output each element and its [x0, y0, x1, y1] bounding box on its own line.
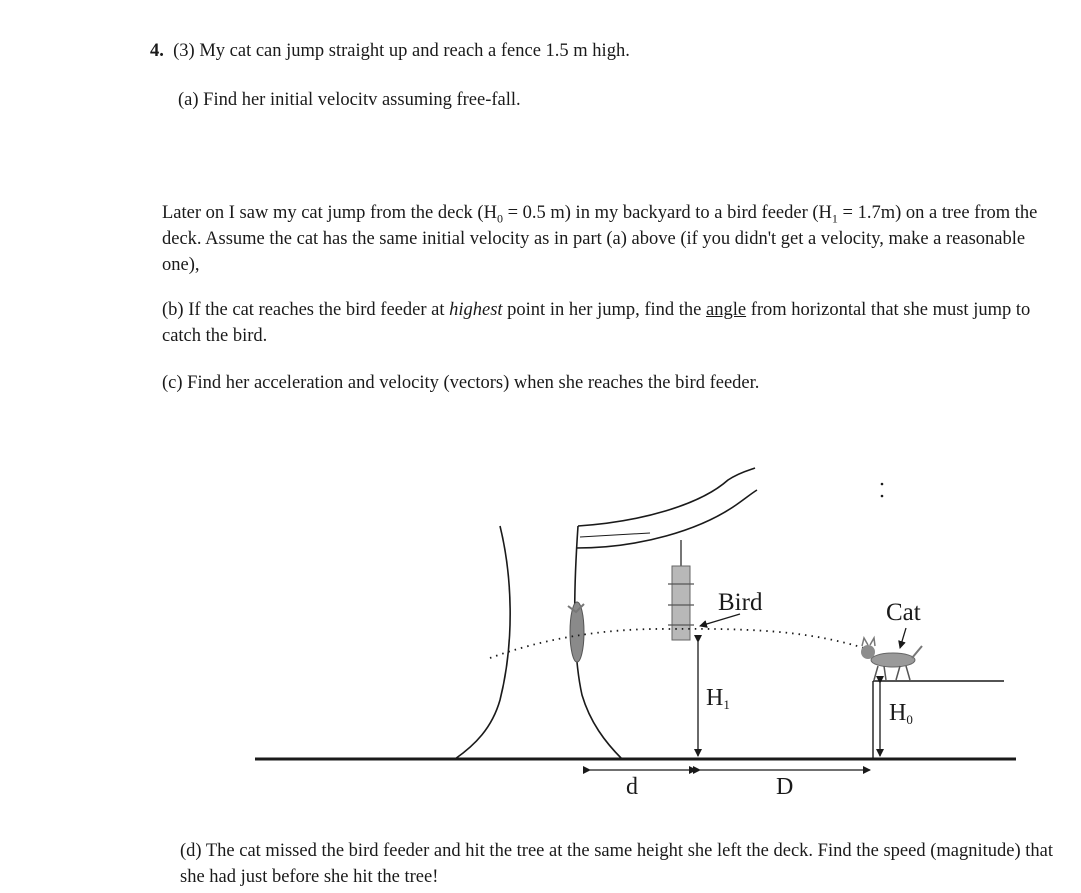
h1-subscript: 1	[831, 211, 838, 226]
part-d-text: (d) The cat missed the bird feeder and hit the tree at the same height she left the deck. Find the speed (magnitude) that she had just before she hit the tree!	[180, 841, 1053, 887]
part-b-text: (b) If the cat reaches the bird feeder at highest point in her jump, find the angle from horizontal that she must jump to catch the bird.	[162, 300, 1031, 346]
angle-underlined: angle	[706, 300, 747, 320]
question-number: 4.	[150, 41, 164, 61]
h1-label: H1	[706, 685, 730, 712]
bird-feeder	[672, 566, 690, 640]
intro-paragraph: Later on I saw my cat jump from the deck ($H_0 = 0.5$ m) in my backyard to a bird feeder $(H_1 = 1.7m)$ on a tree from the deck. Assume the cat has the same initial velocity as in part (a) above (if you didn't get a velocity, make a reasonable one),	[162, 203, 1038, 275]
branch-bottom	[576, 490, 757, 548]
branch-inner	[580, 533, 650, 537]
d-label: d	[626, 774, 638, 800]
D-label: D	[776, 774, 794, 800]
tree-trunk-left	[455, 526, 510, 759]
question-stem: My cat can jump straight up and reach a fence 1.5 m high.	[199, 41, 630, 61]
part-a-text: (a) Find her initial velocitv assuming free-fall.	[178, 90, 521, 110]
cat-label: Cat	[886, 599, 921, 626]
h0-subscript: 0	[496, 211, 503, 226]
h0-label: H0	[889, 700, 913, 727]
part-c-text: (c) Find her acceleration and velocity (vectors) when she reaches the bird feeder.	[162, 373, 760, 393]
cat-arrow	[900, 628, 906, 648]
cat-on-deck	[861, 638, 922, 680]
branch-top	[578, 468, 755, 526]
question-points: (3)	[173, 41, 195, 61]
highest-emphasis: highest	[449, 300, 503, 320]
bird-label: Bird	[718, 589, 763, 616]
